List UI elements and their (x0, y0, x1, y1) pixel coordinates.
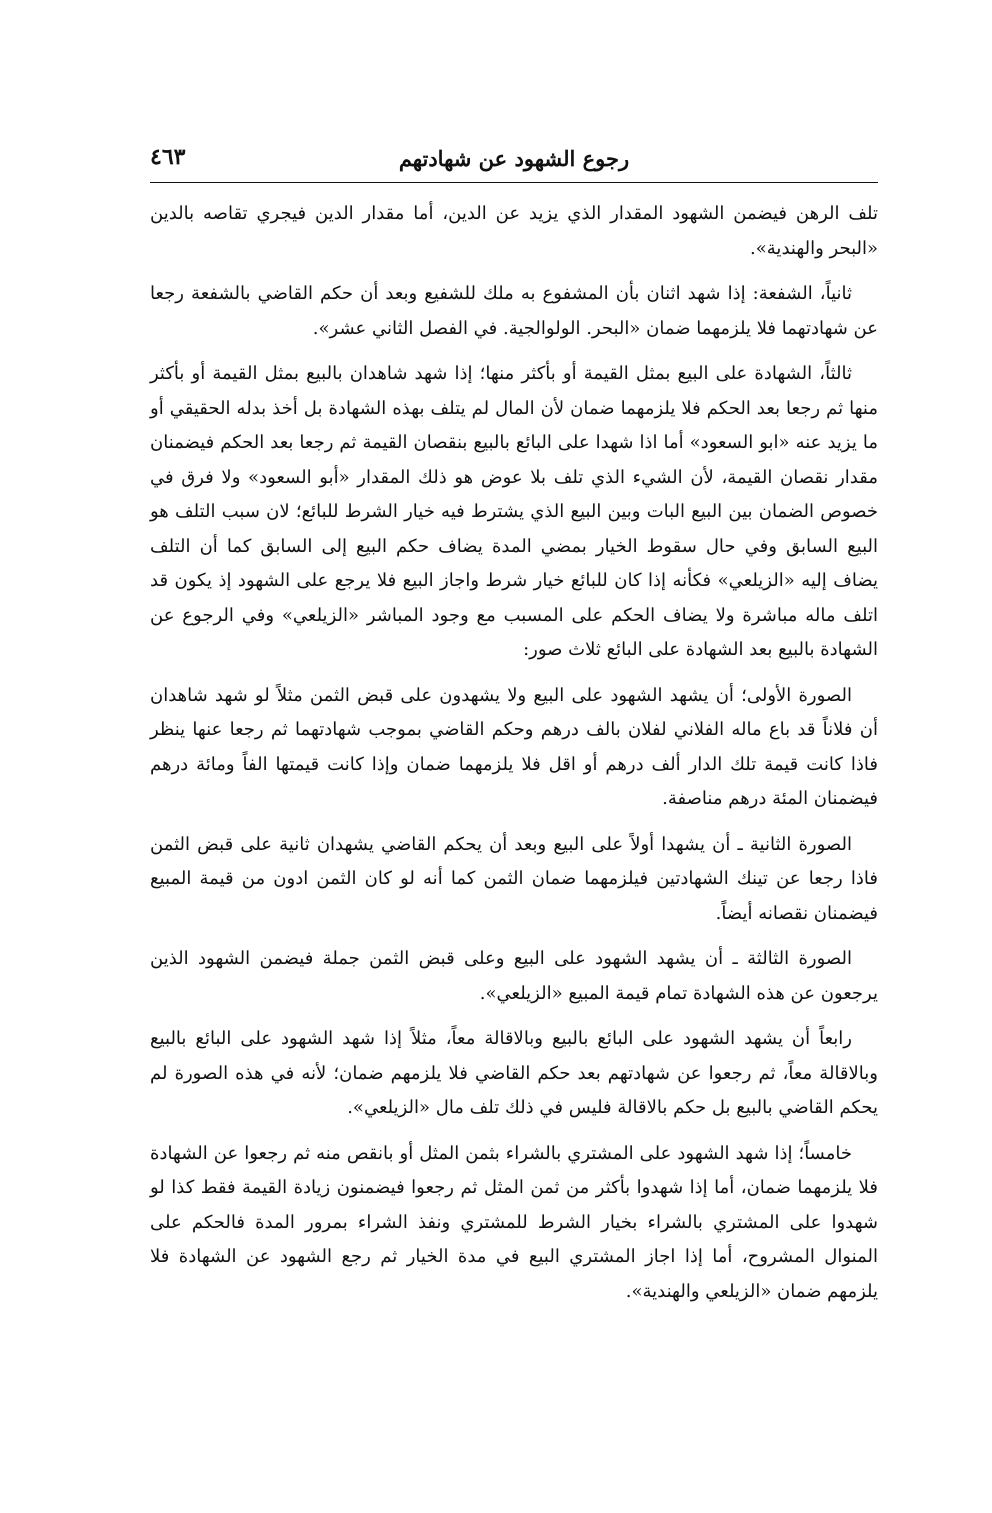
paragraph-third-sale: ثالثاً، الشهادة على البيع بمثل القيمة أو بأكثر منها؛ إذا شهد شاهدان بالبيع بمثل القيمة أو بأكثر منها ثم رجعا بعد الحكم فلا يلزمهما ضمان لأن المال لم يتلف بهذه الشهادة بل أخذ بدله الحقيقي أو ما يزيد عنه «ابو السعود» أما اذا شهدا على البائع بالبيع بنقصان القيمة ثم رجعا بعد الحكم فيضمنان مقدار نقصان القيمة، لأن الشيء الذي تلف بلا عوض هو ذلك المقدار «أبو السعود» ولا فرق في خصوص الضمان بين البيع البات وبين البيع الذي يشترط فيه خيار الشرط للبائع؛ لان سبب التلف هو البيع السابق وفي حال سقوط الخيار بمضي المدة يضاف حكم البيع إلى السابق كما أن التلف يضاف إليه «الزيلعي» فكأنه إذا كان للبائع خيار شرط واجاز البيع فلا يرجع على الشهود إذ يكون قد اتلف ماله مباشرة ولا يضاف الحكم على المسبب مع وجود المباشر «الزيلعي» وفي الرجوع عن الشهادة بالبيع بعد الشهادة على البائع ثلاث صور: (150, 363, 878, 660)
paragraph-fourth-iqala: رابعاً أن يشهد الشهود على البائع بالبيع وبالاقالة معاً، مثلاً إذا شهد الشهود على البائع بالبيع وبالاقالة معاً، ثم رجعوا عن شهادتهم بعد حكم القاضي فلا يلزمهم ضمان؛ لأنه في هذه الصورة لم يحكم القاضي بالبيع بل حكم بالاقالة فليس في ذلك تلف مال «الزيلعي». (150, 1028, 878, 1118)
running-title: رجوع الشهود عن شهادتهم (398, 146, 630, 171)
paragraph-second-form: الصورة الثانية ـ أن يشهدا أولاً على البيع وبعد أن يحكم القاضي يشهدان ثانية على قبض الثمن فاذا رجعا عن تينك الشهادتين فيلزمهما ضمان الثمن كما أنه لو كان الثمن ادون من قيمة المبيع فيضمنان نقصانه أيضاً. (150, 833, 878, 924)
paragraph-fifth-purchase: خامساً؛ إذا شهد الشهود على المشتري بالشراء بثمن المثل أو بانقص منه ثم رجعوا عن الشهادة فلا يلزمهما ضمان، أما إذا شهدوا بأكثر من ثمن المثل ثم رجعوا فيضمنون زيادة القيمة فقط كذا لو شهدوا على المشتري بالشراء بخيار الشرط للمشتري ونفذ الشراء بمرور المدة فالحكم على المنوال المشروح، أما إذا اجاز المشتري البيع في مدة الخيار ثم رجع الشهود عن الشهادة فلا يلزمهم ضمان «الزيلعي والهندية». (150, 1142, 878, 1302)
page-number: ٤٦٣ (150, 144, 186, 170)
paragraph-third-form: الصورة الثالثة ـ أن يشهد الشهود على البيع وعلى قبض الثمن جملة فيضمن الشهود الذين يرجعون عن هذه الشهادة تمام قيمة المبيع «الزيلعي». (150, 948, 878, 1004)
paragraph-first-form: الصورة الأولى؛ أن يشهد الشهود على البيع ولا يشهدون على قبض الثمن مثلاً لو شهد شاهدان أن فلاناً قد باع ماله الفلاني لفلان بالف درهم وحكم القاضي بموجب شهادتهما ثم رجعا عنها ينظر فاذا كانت قيمة تلك الدار ألف درهم أو اقل فلا يلزمهما ضمان وإذا كانت قيمتها الفاً ومائة درهم فيضمنان المئة درهم مناصفة. (150, 684, 878, 809)
page-header (150, 140, 878, 183)
paragraph-second-shufaa: ثانياً، الشفعة: إذا شهد اثنان بأن المشفوع به ملك للشفيع وبعد أن حكم القاضي بالشفعة رجعا عن شهادتهما فلا يلزمهما ضمان «البحر. الولوالجية. في الفصل الثاني عشر». (150, 283, 878, 339)
body-text (150, 197, 878, 1309)
paragraph-continuation: تلف الرهن فيضمن الشهود المقدار الذي يزيد عن الدين، أما مقدار الدين فيجري تقاصه بالدين «البحر والهندية». (150, 203, 878, 259)
page (150, 140, 878, 1320)
